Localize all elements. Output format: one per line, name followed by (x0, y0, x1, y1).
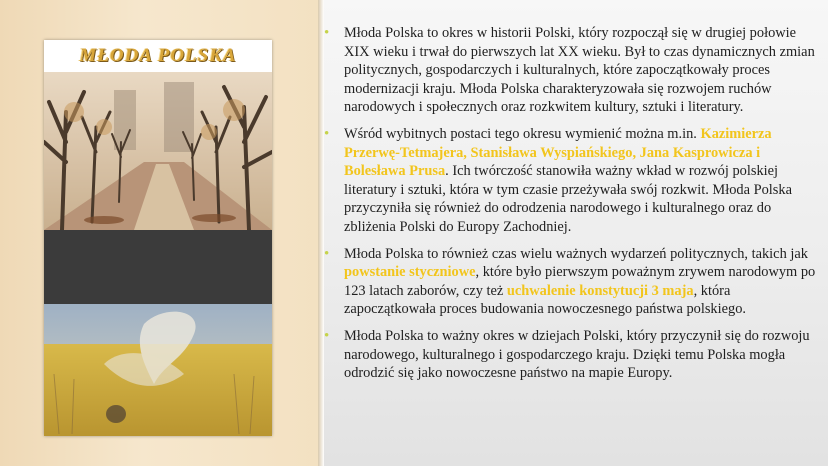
poster-image (44, 40, 272, 436)
poster-title: MŁODA POLSKA (44, 40, 272, 72)
bullet-item (322, 245, 816, 319)
bullet-marker-icon: • (324, 245, 330, 262)
bullet-text: , które było pierwszym poważnym zrywem narodowym po 123 latach zaborów, czy też (344, 264, 816, 299)
bullet-marker-icon: • (324, 327, 330, 344)
bullet-text: . Ich twórczość stanowiła ważny wkład w rozwój polskiej literatury i sztuki, która w tym czasie przeżywała swój rozkwit. Młoda Polska przyczyniła się również do odrodzenia narodowego i kulturalnego oraz do zbliżenia Polski do Europy Zachodniej. (344, 163, 792, 235)
bullet-text: Młoda Polska to również czas wielu ważnych wydarzeń politycznych, takich jak (344, 245, 808, 262)
bullet-marker-icon: • (324, 25, 330, 41)
poster-dark-band (44, 230, 272, 304)
highlighted-event: uchwalenie konstytucji 3 maja (506, 282, 694, 299)
bullet-text: Młoda Polska to ważny okres w dziejach Polski, który przyczynił się do rozwoju narodowego, kulturalnego i gospodarczego kraju. Dzięki temu Polska mogła odrodzić się jako nowoczesne państwo na mapie Europy. (344, 327, 810, 382)
bullet-item (322, 327, 816, 383)
bullet-marker-icon: • (324, 125, 330, 142)
bullet-item (322, 24, 816, 117)
bullet-text: , która zapoczątkowała proces budowania nowoczesnego państwa polskiego. (344, 282, 746, 318)
painting-autumn-alley (44, 72, 272, 230)
painting-field-figure (44, 304, 272, 436)
highlighted-names: Kazimierza Przerwę-Tetmajera, Stanisława Wyspiańskiego, Jana Kasprowicza i Bolesława Prusa (344, 125, 772, 180)
bullet-text: Wśród wybitnych postaci tego okresu wymienić można m.in. (344, 125, 701, 142)
bullet-item (322, 125, 816, 237)
highlighted-event: powstanie styczniowe (344, 264, 476, 281)
bullet-list (322, 24, 816, 391)
bullet-text: Młoda Polska to okres w historii Polski, który rozpoczął się w drugiej połowie XIX wieku i trwał do pierwszych lat XX wieku. Był to czas dynamicznych zmian politycznych, gospodarczych i kulturalnych, które zapoczątkowały proces modernizacji kraju. Młoda Polska charakteryzowała się rozwojem ruchów narodowych i społecznych oraz rozkwitem kultury, sztuki i literatury. (344, 25, 815, 116)
